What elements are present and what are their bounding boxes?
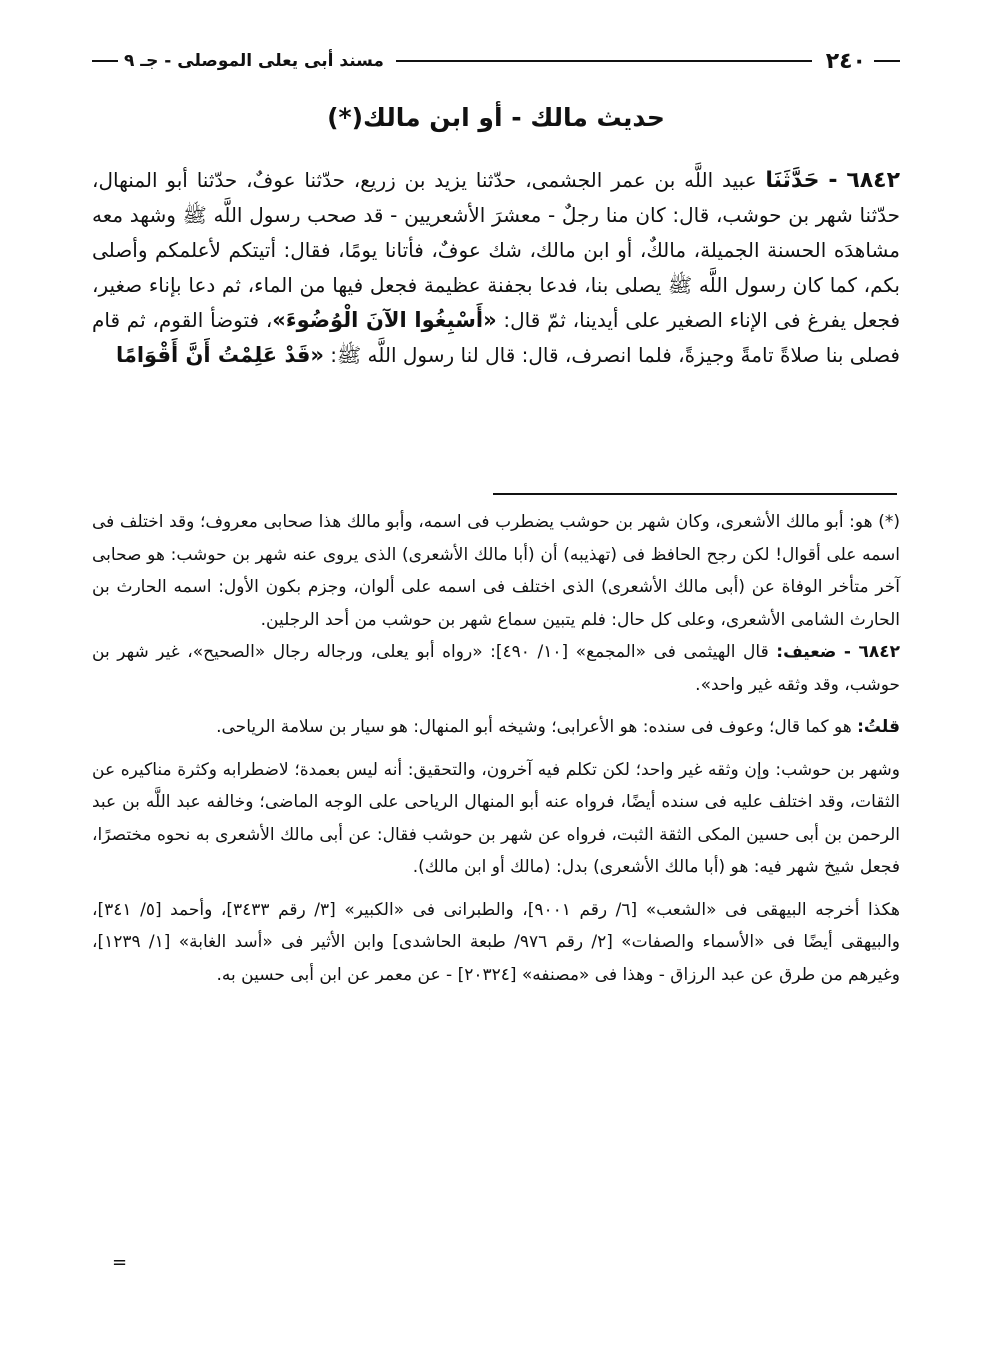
grading-dash: - (843, 642, 851, 662)
page-number: ٢٤٠ (825, 48, 866, 74)
header-rule (396, 60, 812, 62)
footnote-shahr: وشهر بن حوشب: وإن وثقه غير واحد؛ لكن تكلم فيه آخرون، والتحقيق: أنه ليس بعمدة؛ لاضطرابه وكثرة مناكيره عن الثقات، وقد اختلف عليه فى سنده أيضًا، فرواه عنه أبو المنهال الرياحى على الوجه الماضى؛ وخالفه عبد اللَّه بن عبد الرحمن بن أبى حسين المكى الثقة الثبت، فرواه عن شهر بن حوشب فقال: عن أبى مالك الأشعرى به نحوه مختصرًا، فجعل شيخ شهر فيه: هو (أبا مالك الأشعرى) بدل: (مالك أو ابن مالك). (92, 759, 900, 877)
book-title: مسند أبى يعلى الموصلى - جـ ٩ (124, 51, 384, 71)
footnote-grading (92, 636, 900, 701)
footnotes (92, 506, 900, 991)
grading-word: ضعيف: (776, 642, 837, 662)
hadith-lead-word: حَدَّثَنَا (765, 168, 820, 193)
hadith-number: ٦٨٤٢ (846, 168, 901, 193)
qultu-text: هو كما قال؛ وعوف فى سنده: هو الأعرابى؛ وشيخه أبو المنهال: هو سيار بن سلامة الرياحى. (216, 717, 852, 737)
footnote-separator (493, 493, 897, 495)
qultu-word: قلتُ: (857, 717, 900, 737)
header-dash-left (92, 60, 118, 62)
hadith-quote-wudu: «أَسْبِغُوا الآنَ الْوُضُوءَ» (272, 308, 497, 332)
grading-text: قال الهيثمى فى «المجمع» [١٠/ ٤٩٠]: «رواه أبو يعلى، ورجاله رجال «الصحيح»، غير شهر بن حوشب، وقد وثقه غير واحد». (92, 642, 900, 695)
hadith-text (92, 163, 900, 373)
continuation-mark: = (112, 1252, 128, 1273)
hadith-body: عبيد اللَّه بن عمر الجشمى، حدّثنا يزيد بن زريع، حدّثنا عوفٌ، حدّثنا أبو المنهال، حدّثنا شهر بن حوشب، قال: كان منا رجلٌ - معشرَ الأشعريين - قد صحب رسول اللَّه ﷺ وشهد معه مشاهدَه الحسنة الجميلة، مالكٌ، أو ابن مالك، شك عوفٌ، فأتانا يومًا، فقال: أتيتكم لأعلمكم وأصلى بكم، كما كان رسول اللَّه ﷺ يصلى بنا، فدعا بجفنة عظيمة فجعل فيها من الماء، ثم دعا بإناء صغير، فجعل يفرغ فى الإناء الصغير على أيدينا، ثمّ قال: (92, 168, 901, 332)
hadith-body-continued: ، فتوضأ القوم، ثم قام فصلى بنا صلاةً تامةً وجيزةً، فلما انصرف، قال: قال لنا رسول اللَّه ﷺ: (92, 308, 900, 367)
footnote-star: (*) هو: أبو مالك الأشعرى، وكان شهر بن حوشب يضطرب فى اسمه، وأبو مالك هذا صحابى معروف؛ وقد اختلف فى اسمه على أقوال! لكن رجح الحافظ فى (تهذيبه) أن (أبا مالك الأشعرى) الذى يروى عنه شهر بن حوشب: هو صحابى آخر متأخر الوفاة عن (أبى مالك الأشعرى) الذى اختلف فى اسمه على ألوان، وجزم بكون الأول: اسمه الحارث بن الحارث الشامى الأشعرى، وعلى كل حال: فلم يتبين سماع شهر بن حوشب من أحد الرجلين. (92, 512, 900, 630)
header-dash-right (874, 60, 900, 62)
grading-number: ٦٨٤٢ (858, 642, 900, 662)
hadith-quote-final: «قَدْ عَلِمْتُ أَنَّ أَقْوَامًا (115, 343, 324, 367)
footnote-takhrij: هكذا أخرجه البيهقى فى «الشعب» [٦/ رقم ٩٠٠١]، والطبرانى فى «الكبير» [٣/ رقم ٣٤٣٣]، وأحمد [٥/ ٣٤١]، والبيهقى أيضًا فى «الأسماء والصفات» [٢/ رقم ٩٧٦/ طبعة الحاشدى] وابن الأثير فى «أسد الغابة» [١/ ١٢٣٩]، وغيرهم من طرق عن عبد الرزاق - وهذا فى «مصنفه» [٢٠٣٢٤] - عن معمر عن ابن أبى حسين به. (92, 899, 900, 985)
running-header (92, 44, 900, 78)
hadith-dash: - (828, 168, 838, 193)
chapter-title: حديث مالك - أو ابن مالك(*) (327, 103, 665, 132)
footnote-qultu (92, 711, 900, 744)
